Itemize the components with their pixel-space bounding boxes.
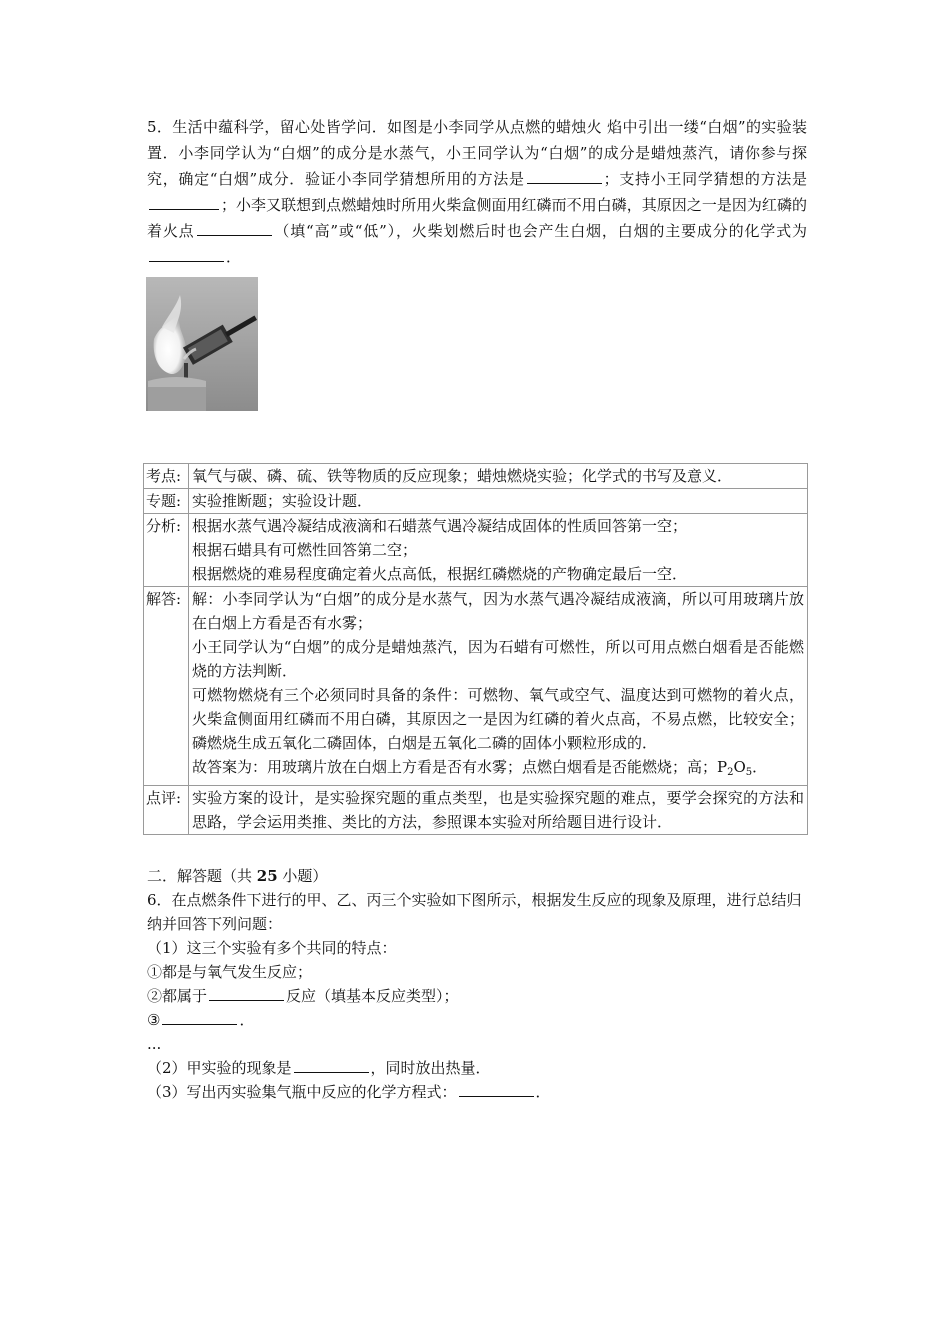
zhuanti-label: 专题: <box>144 489 189 514</box>
q6-item-3-pre: ③ <box>147 1011 161 1029</box>
fenxi-line-1: 根据水蒸气遇冷凝结成液滴和石蜡蒸气遇冷凝结成固体的性质回答第一空； <box>192 517 688 535</box>
jieda-para-2: 小王同学认为“白烟”的成分是蜡烛蒸汽，因为石蜡有可燃性，所以可用点燃白烟看是否能燃烧的方法判断． <box>192 638 804 680</box>
answer-blank-2 <box>149 194 219 210</box>
q5-text-5: ． <box>226 248 242 266</box>
formula-sub-2: 2 <box>727 767 734 778</box>
q6-item-3-post: ． <box>239 1011 255 1029</box>
q6-item-1: ①都是与氧气发生反应； <box>147 963 313 981</box>
dianping-label: 点评: <box>144 786 189 835</box>
fenxi-line-3: 根据燃烧的难易程度确定着火点高低，根据红磷燃烧的产物确定最后一空． <box>192 565 688 583</box>
jieda-para-3: 可燃物燃烧有三个必须同时具备的条件：可燃物、氧气或空气、温度达到可燃物的着火点，火柴盒侧面用红磷而不用白磷，其原因之一是因为红磷的着火点高，不易点燃，比较安全；磷燃烧生成五氧化二磷固体，白烟是五氧化二磷的固体小颗粒形成的． <box>192 686 804 752</box>
q6-sub-3-post: ． <box>535 1083 551 1101</box>
q5-text-2: ；支持小王同学猜想的方法是 <box>603 170 807 188</box>
q6-sub-3 <box>147 1080 807 1104</box>
kaodian-text: 氧气与碳、磷、硫、铁等物质的反应现象；蜡烛燃烧实验；化学式的书写及意义． <box>192 467 733 485</box>
answer-blank-3 <box>197 220 272 236</box>
analysis-row-kaodian <box>144 464 808 489</box>
dianping-content <box>189 786 808 835</box>
heading-post: 小题） <box>277 867 328 885</box>
formula-end: ． <box>752 758 768 776</box>
candle-experiment-illustration <box>146 277 258 411</box>
formula-sub-5: 5 <box>745 767 753 778</box>
q6-sub-3-pre: （3）写出丙实验集气瓶中反应的化学方程式： <box>147 1083 457 1101</box>
section-2-heading <box>147 864 807 888</box>
answer-blank-1 <box>527 168 602 184</box>
fenxi-content <box>189 514 808 587</box>
answer-blank-6 <box>162 1009 237 1025</box>
zhuanti-text: 实验推断题；实验设计题． <box>192 492 373 510</box>
heading-pre: 二．解答题（共 <box>147 867 257 885</box>
jieda-para-1: 解：小李同学认为“白烟”的成分是水蒸气，因为水蒸气遇冷凝结成液滴，所以可用玻璃片放在白烟上方看是否有水雾； <box>192 590 804 632</box>
answer-blank-4 <box>149 246 224 262</box>
analysis-row-jieda <box>144 587 808 786</box>
q6-item-2-pre: ②都属于 <box>147 987 208 1005</box>
question-5 <box>147 114 807 270</box>
q5-text-1: 5．生活中蕴科学，留心处皆学问．如图是小李同学从点燃的蜡烛火 焰中引出一缕“白烟”的实验装置．小李同学认为“白烟”的成分是水蒸气，小王同学认为“白烟”的成分是蜡烛蒸汽，请你参与探究，确定“白烟”成分．验证小李同学猜想所用的方法是 <box>147 118 807 188</box>
analysis-row-fenxi <box>144 514 808 587</box>
formula-p: P <box>717 758 728 776</box>
q6-item-3 <box>147 1008 807 1032</box>
q6-sub-2 <box>147 1056 807 1080</box>
analysis-table <box>143 463 808 835</box>
candle-experiment-photo <box>146 277 258 411</box>
dianping-text: 实验方案的设计，是实验探究题的重点类型，也是实验探究题的难点，要学会探究的方法和思路，学会运用类推、类比的方法，参照课本实验对所给题目进行设计． <box>192 789 804 831</box>
formula-o: O <box>733 758 746 776</box>
fenxi-line-2: 根据石蜡具有可燃性回答第二空； <box>192 541 418 559</box>
heading-count: 25 <box>256 867 278 885</box>
q6-intro: 6．在点燃条件下进行的甲、乙、丙三个实验如下图所示，根据发生反应的现象及原理，进行总结归纳并回答下列问题： <box>147 891 802 933</box>
kaodian-content <box>189 464 808 489</box>
jieda-answer <box>192 755 804 785</box>
analysis-row-zhuanti <box>144 489 808 514</box>
section-2 <box>147 864 807 1104</box>
q6-sub-2-post: ，同时放出热量． <box>370 1059 491 1077</box>
answer-blank-7 <box>294 1057 369 1073</box>
q6-item-2 <box>147 984 807 1008</box>
ellipsis: ... <box>147 1035 162 1053</box>
zhuanti-content <box>189 489 808 514</box>
jieda-label: 解答: <box>144 587 189 786</box>
q5-text-3: ；小李又联想到点燃蜡烛时所用火柴盒侧面用红磷而不用白磷，其原因之一是因为红磷的着火点 <box>147 196 807 240</box>
jieda-content <box>189 587 808 786</box>
answer-blank-5 <box>209 985 284 1001</box>
analysis-row-dianping <box>144 786 808 835</box>
q6-sub-2-pre: （2）甲实验的现象是 <box>147 1059 292 1077</box>
jieda-answer-text: 故答案为：用玻璃片放在白烟上方看是否有水雾；点燃白烟看是否能燃烧；高； <box>192 758 718 776</box>
kaodian-label: 考点: <box>144 464 189 489</box>
q6-sub-1: （1）这三个实验有多个共同的特点： <box>147 939 397 957</box>
fenxi-label: 分析: <box>144 514 189 587</box>
answer-blank-8 <box>459 1081 534 1097</box>
q6-item-2-post: 反应（填基本反应类型）； <box>286 987 459 1005</box>
q5-text-4: （填“高”或“低”），火柴划燃后时也会产生白烟，白烟的主要成分的化学式为 <box>273 222 807 240</box>
